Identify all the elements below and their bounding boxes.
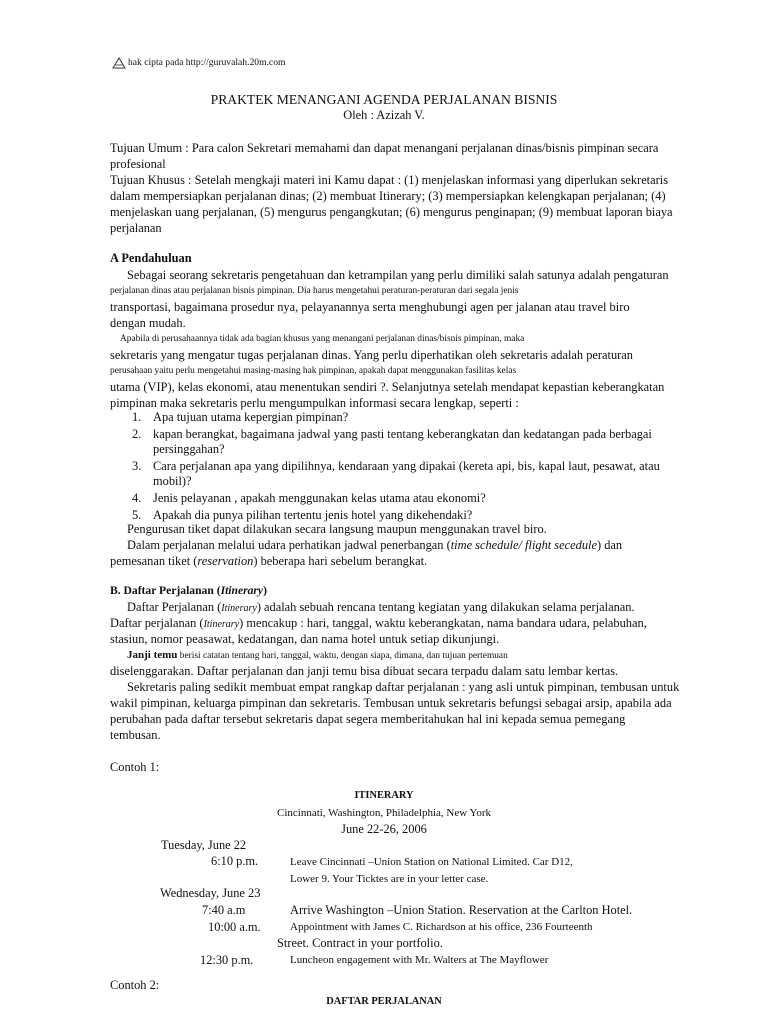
itinerary-time: 6:10 p.m. — [211, 854, 259, 868]
copyright-note: hak cipta pada http://guruvalah.20m.com — [128, 57, 286, 68]
paragraph-line: Dalam perjalanan melalui udara perhatikan jadwal penerbangan (time schedule/ flight secedule) dan — [127, 538, 623, 552]
itinerary-entry: Luncheon engagement with Mr. Walters at The Mayflower — [290, 954, 549, 966]
objective-specific-line: menjelaskan uang perjalanan, (5) mengurus pengangkutan; (6) mengurus penginapan; (9) membuat laporan biaya — [110, 205, 673, 219]
itinerary-dates: June 22-26, 2006 — [341, 822, 427, 836]
itinerary-route: Cincinnati, Washington, Philadelphia, New York — [276, 807, 491, 819]
paragraph-line: perusahaan yaitu perlu mengetahui masing-masing hak pimpinan, apakah dapat menggunakan fasilitas kelas — [110, 366, 517, 376]
paragraph-line: transportasi, bagaimana prosedur nya, pelayanannya serta menghubungi agen per jalanan atau travel biro — [110, 300, 630, 314]
paragraph-line: wakil pimpinan, keluarga pimpinan dan sekretaris. Tembusan untuk sekretaris befungsi sebagai arsip, apabila ada — [110, 696, 672, 710]
list-item: 1. Apa tujuan utama kepergian pimpinan? — [132, 410, 349, 424]
paragraph-line: perjalanan dinas atau perjalanan bisnis pimpinan. Dia harus mengetahui peraturan-peraturan dari segala jenis — [110, 286, 519, 296]
paragraph-line: Sekretaris paling sedikit membuat empat rangkap daftar perjalanan : yang asli untuk pimpinan, tembusan untuk — [127, 680, 680, 694]
paragraph-line: Pengurusan tiket dapat dilakukan secara langsung maupun menggunakan travel biro. — [127, 522, 547, 536]
itinerary-entry: Lower 9. Your Ticktes are in your letter case. — [290, 873, 489, 885]
author-line: Oleh : Azizah V. — [343, 108, 425, 122]
section-a-heading: A Pendahuluan — [110, 251, 192, 265]
paragraph-line: Daftar Perjalanan (Itinerary) adalah sebuah rencana tentang kegiatan yang dilakukan selama perjalanan. — [127, 600, 635, 614]
objective-general-line: profesional — [110, 157, 166, 171]
itinerary-day: Wednesday, June 23 — [160, 886, 261, 900]
list-item: 2. kapan berangkat, bagaimana jadwal yang pasti tentang keberangkatan dan kedatangan pada berbagai persinggahan? — [132, 427, 652, 456]
itinerary-time: 10:00 a.m. — [208, 920, 261, 934]
triangle-logo-icon — [111, 56, 127, 70]
objective-general-line: Tujuan Umum : Para calon Sekretari memahami dan dapat menangani perjalanan dinas/bisnis pimpinan secara — [110, 141, 659, 155]
info-question-list — [110, 410, 730, 525]
daftar-perjalanan-title: DAFTAR PERJALANAN — [326, 996, 442, 1007]
paragraph-line: perubahan pada daftar tersebut sekretaris dapat segera memberitahukan hal ini kepada semua pemegang — [110, 712, 626, 726]
example-label: Contoh 2: — [110, 978, 160, 992]
itinerary-day: Tuesday, June 22 — [161, 838, 247, 852]
paragraph-line: Apabila di perusahaannya tidak ada bagian khusus yang menangani perjalanan dinas/bisnis pimpinan, maka — [120, 334, 525, 344]
itinerary-entry: Street. Contract in your portfolio. — [277, 936, 443, 950]
objective-specific-line: Tujuan Khusus : Setelah mengkaji materi ini Kamu dapat : (1) menjelaskan informasi yang diperlukan sekretaris — [110, 173, 669, 187]
paragraph-line: Janji temu berisi catatan tentang hari, tanggal, waktu, dengan siapa, dimana, dan tujuan pertemuan — [127, 649, 508, 661]
list-item: 3. Cara perjalanan apa yang dipilihnya, kendaraan yang dipakai (kereta api, bis, kapal laut, pesawat, atau mobil)? — [132, 459, 660, 488]
list-item: 5. Apakah dia punya pilihan tertentu jenis hotel yang dikehendaki? — [132, 508, 473, 522]
section-b-heading: B. Daftar Perjalanan (Itinerary) — [110, 584, 267, 597]
paragraph-line: tembusan. — [110, 728, 161, 742]
list-item: 4. Jenis pelayanan , apakah menggunakan kelas utama atau ekonomi? — [132, 491, 486, 505]
paragraph-line: utama (VIP), kelas ekonomi, atau menentukan sendiri ?. Selanjutnya setelah mendapat kepastian keberangkatan — [110, 380, 665, 394]
objective-specific-line: perjalanan — [110, 221, 162, 235]
paragraph-line: pemesanan tiket (reservation) beberapa hari sebelum berangkat. — [110, 554, 428, 568]
paragraph-line: stasiun, nomor peasawat, kedatangan, dan nama hotel untuk setiap dikunjungi. — [110, 632, 500, 646]
itinerary-entry: Arrive Washington –Union Station. Reservation at the Carlton Hotel. — [290, 903, 633, 917]
itinerary-title: ITINERARY — [354, 790, 414, 801]
itinerary-entry: Appointment with James C. Richardson at his office, 236 Fourteenth — [290, 921, 593, 933]
paragraph-line: sekretaris yang mengatur tugas perjalanan dinas. Yang perlu diperhatikan oleh sekretaris adalah peraturan — [110, 348, 633, 362]
objective-specific-line: dalam mempersiapkan perjalanan dinas; (2) membuat Itinerary; (3) mempersiapkan kelengkapan perjalanan; (4) — [110, 189, 666, 203]
itinerary-time: 7:40 a.m — [202, 903, 246, 917]
itinerary-entry: Leave Cincinnati –Union Station on National Limited. Car D12, — [290, 856, 573, 868]
paragraph-line: pimpinan maka sekretaris perlu mengumpulkan informasi secara lengkap, seperti : — [110, 396, 519, 410]
paragraph-line: diselenggarakan. Daftar perjalanan dan janji temu bisa dibuat secara terpadu dalam satu lembar kertas. — [110, 664, 619, 678]
page-title: PRAKTEK MENANGANI AGENDA PERJALANAN BISNIS — [210, 92, 558, 107]
paragraph-line: Sebagai seorang sekretaris pengetahuan dan ketrampilan yang perlu dimiliki salah satunya adalah pengaturan — [127, 268, 669, 282]
paragraph-line: Daftar perjalanan (Itinerary) mencakup : hari, tanggal, waktu keberangkatan, nama bandara udara, pelabuhan, — [110, 616, 647, 630]
itinerary-time: 12:30 p.m. — [200, 953, 254, 967]
example-label: Contoh 1: — [110, 760, 160, 774]
paragraph-line: dengan mudah. — [110, 316, 186, 330]
